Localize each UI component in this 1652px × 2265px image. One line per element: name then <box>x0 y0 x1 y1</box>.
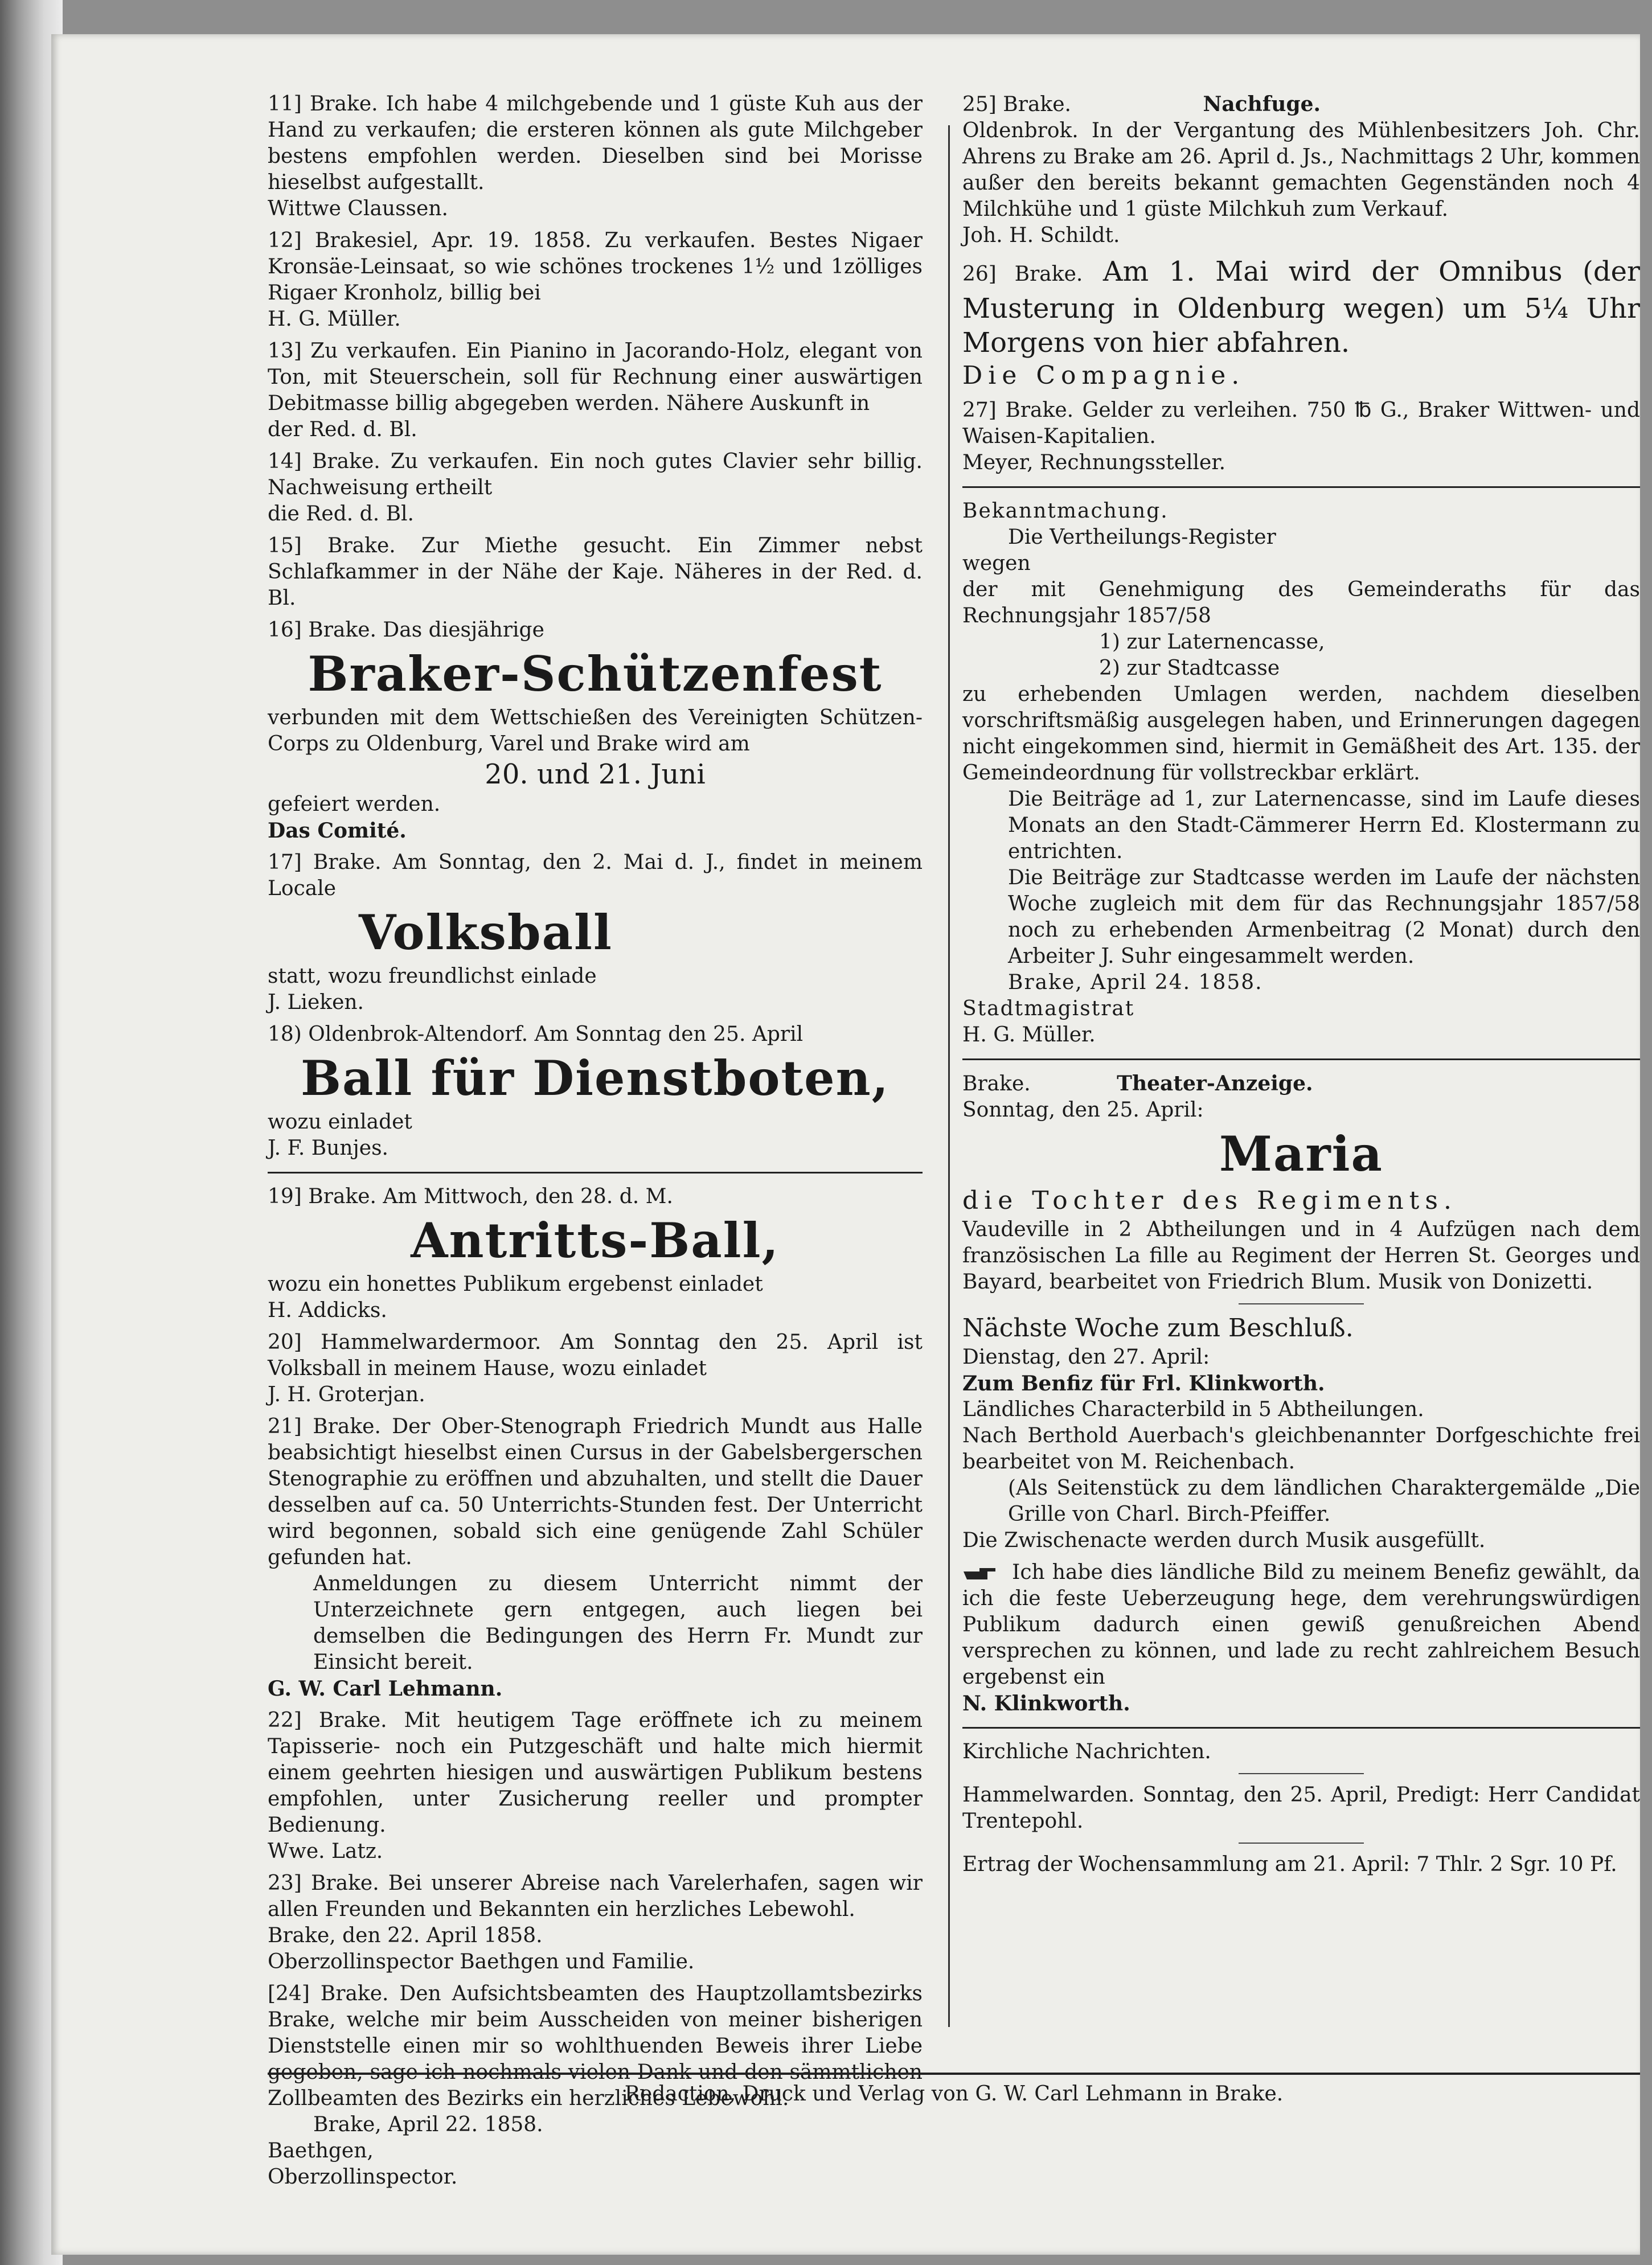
ad-14 <box>268 449 923 527</box>
ad-signature: Baethgen, <box>268 2139 374 2163</box>
ad-date: Brake, den 22. April 1858. <box>268 1924 543 1947</box>
column-divider <box>948 125 950 2027</box>
ad-text: wozu ein honettes Publikum ergebenst einladet <box>268 1273 763 1296</box>
footer-rule <box>268 2073 1640 2075</box>
section-rule <box>962 1058 1640 1060</box>
section-rule <box>268 1172 923 1173</box>
theater-headline: Maria <box>1219 1126 1383 1182</box>
newspaper-page <box>51 34 1640 2255</box>
ad-text: 27] Brake. Gelder zu verleihen. 750 ℔ G., Braker Wittwen- und Waisen-Kapitalien. <box>962 399 1640 448</box>
ad-intro: 25] Brake. <box>962 93 1071 116</box>
notice-signature-1: Stadtmagistrat <box>962 997 1135 1020</box>
ad-signature: Die Compagnie. <box>962 361 1245 390</box>
ad-15 <box>268 533 923 612</box>
ad-intro: 16] Brake. Das diesjährige <box>268 618 544 642</box>
ad-19 <box>268 1184 923 1324</box>
church-title: Kirchliche Nachrichten. <box>962 1740 1211 1763</box>
ad-text: 20] Hammelwardermoor. Am Sonntag den 25. April ist Volksball in meinem Hause, wozu einladet <box>268 1331 923 1380</box>
ad-intro: 19] Brake. Am Mittwoch, den 28. d. M. <box>268 1185 673 1208</box>
notice-text: zu erhebenden Umlagen werden, nachdem dieselben vorschriftsmäßig ausgelegen haben, und Erinnerungen dagegen nicht eingekommen sind, hiermit in Gemäßheit des Art. 135. der Gemeindeordnung für vollstreckbar erklärt. <box>962 683 1640 785</box>
notice-date: Brake, April 24. 1858. <box>1008 971 1263 994</box>
theater-text: Vaudeville in 2 Abtheilungen und in 4 Aufzügen nach dem französischen La fille au Regiment der Herren St. Georges und Bayard, bearbeitet von Friedrich Blum. Musik von Donizetti. <box>962 1218 1640 1294</box>
ad-22 <box>268 1708 923 1865</box>
ad-date: Brake, April 22. 1858. <box>313 2113 543 2136</box>
ad-signature: J. Lieken. <box>268 991 364 1014</box>
ad-headline: Antritts-Ball, <box>411 1212 780 1269</box>
ad-signature: H. G. Müller. <box>268 307 401 331</box>
ad-text: verbunden mit dem Wettschießen des Vereinigten Schützen-Corps zu Oldenburg, Varel und Brake wird am <box>268 706 923 756</box>
theater-date-2: Dienstag, den 27. April: <box>962 1345 1210 1369</box>
church-collection: Ertrag der Wochensammlung am 21. April: 7 Thlr. 2 Sgr. 10 Pf. <box>962 1853 1617 1876</box>
ad-intro: 17] Brake. Am Sonntag, den 2. Mai d. J., findet in meinem Locale <box>268 851 923 900</box>
ad-signature: Das Comité. <box>268 819 407 843</box>
ad-text: wozu einladet <box>268 1110 412 1134</box>
ad-signature: J. F. Bunjes. <box>268 1136 388 1160</box>
ad-26 <box>962 255 1640 392</box>
notice-signature-2: H. G. Müller. <box>962 1023 1096 1047</box>
theater-signature: N. Klinkworth. <box>962 1692 1130 1716</box>
ad-18 <box>268 1021 923 1162</box>
ad-intro: 26] Brake. <box>962 262 1083 286</box>
ad-23 <box>268 1870 923 1975</box>
section-rule <box>962 486 1640 488</box>
notice-title: Bekanntmachung. <box>962 499 1169 523</box>
notice-item-1: 1) zur Laternencasse, <box>1099 630 1325 654</box>
church-news <box>962 1739 1640 1878</box>
right-column <box>962 91 1640 1884</box>
ad-signature: H. Addicks. <box>268 1299 387 1322</box>
theater-play: Ländliches Characterbild in 5 Abtheilungen. <box>962 1398 1424 1421</box>
ad-signature: die Red. d. Bl. <box>268 502 414 526</box>
theater-intro: Brake. <box>962 1072 1031 1095</box>
ad-headline: Volksball <box>359 904 613 961</box>
notice <box>962 498 1640 1048</box>
theater-subtitle: die Tochter des Regiments. <box>962 1186 1457 1215</box>
church-text: Hammelwarden. Sonntag, den 25. April, Predigt: Herr Candidat Trentepohl. <box>962 1783 1640 1833</box>
ad-headline: Ball für Dienstboten, <box>301 1050 889 1106</box>
ad-text: 21] Brake. Der Ober-Stenograph Friedrich Mundt aus Halle beabsichtigt hieselbst einen Cursus in der Gabelsbergerschen Stenographie zu eröffnen und abzuhalten, und stellt die Dauer desselben auf ca. 50 Unterrichts-Stunden fest. Der Unterricht wird begonnen, sobald sich eine genügende Zahl Schüler gefunden hat. <box>268 1415 923 1569</box>
ad-signature: J. H. Groterjan. <box>268 1383 425 1406</box>
ad-text: 23] Brake. Bei unserer Abreise nach Varelerhafen, sagen wir allen Freunden und Bekannten ein herzliches Lebewohl. <box>268 1872 923 1921</box>
theater-date: Sonntag, den 25. April: <box>962 1098 1204 1122</box>
ad-text: 13] Zu verkaufen. Ein Pianino in Jacorando-Holz, elegant von Ton, mit Steuerschein, soll für Rechnung einer auswärtigen Debitmasse billig abgegeben werden. Nähere Auskunft in <box>268 339 923 415</box>
theater-appeal: Ich habe dies ländliche Bild zu meinem Benefiz gewählt, da ich die feste Ueberzeugung hege, dem verehrungswürdigen Publikum dadurch einen gewiß genußreichen Abend versprechen zu können, und lade zu recht zahlreichem Besuch ergebenst ein <box>962 1561 1641 1689</box>
notice-line-3: der mit Genehmigung des Gemeinderaths für das Rechnungsjahr 1857/58 <box>962 578 1640 627</box>
ad-27 <box>962 397 1640 476</box>
left-column <box>268 91 923 2196</box>
ad-21 <box>268 1414 923 1702</box>
ad-16 <box>268 617 923 844</box>
ad-text: statt, wozu freundlichst einlade <box>268 965 597 988</box>
ad-signature-title: Oberzollinspector. <box>268 2165 458 2189</box>
notice-text-3: Die Beiträge zur Stadtcasse werden im Laufe der nächsten Woche zugleich mit dem für das Rechnungsjahr 1857/58 noch zu erhebenden Armenbeitrag (2 Monat) durch den Arbeiter J. Suhr eingesammelt werden. <box>1008 866 1640 968</box>
notice-text-2: Die Beiträge ad 1, zur Laternencasse, sind im Laufe dieses Monats an den Stadt-Cämmerer Herrn Ed. Klostermann zu entrichten. <box>1008 787 1640 863</box>
imprint-footer: Redaction, Druck und Verlag von G. W. Carl Lehmann in Brake. <box>624 2082 1284 2106</box>
ad-signature: Meyer, Rechnungssteller. <box>962 451 1226 474</box>
theater-notice <box>962 1070 1640 1717</box>
ad-dates: 20. und 21. Juni <box>485 758 706 790</box>
ad-text: 15] Brake. Zur Miethe gesucht. Ein Zimmer nebst Schlafkammer in der Nähe der Kaje. Näheres in der Red. d. Bl. <box>268 534 923 610</box>
short-rule <box>1239 1843 1364 1844</box>
ad-signature: G. W. Carl Lehmann. <box>268 1677 503 1701</box>
theater-counterpart: (Als Seitenstück zu dem ländlichen Charaktergemälde „Die Grille von Charl. Birch-Pfeiffer. <box>1008 1476 1640 1526</box>
ad-13 <box>268 338 923 443</box>
ad-17 <box>268 850 923 1016</box>
ad-headline: Braker-Schützenfest <box>308 646 883 702</box>
ad-text: 22] Brake. Mit heutigem Tage eröffnete ich zu meinem Tapisserie- noch ein Putzgeschäft und halte mich hiermit einem geehrten hiesigen und auswärtigen Publikum bestens empfohlen, unter Zusicherung reeller und prompter Bedienung. <box>268 1709 923 1837</box>
ad-text: 11] Brake. Ich habe 4 milchgebende und 1 güste Kuh aus der Hand zu verkaufen; die ersteren können als gute Milchgeber bestens empfohlen werden. Dieselben sind bei Morisse hieselbst aufgestallt. <box>268 92 923 194</box>
notice-line-2: wegen <box>962 552 1031 575</box>
ad-signature: der Red. d. Bl. <box>268 418 417 441</box>
ad-signature: Oberzollinspector Baethgen und Familie. <box>268 1950 695 1973</box>
ad-signature: Joh. H. Schildt. <box>962 224 1120 247</box>
theater-after: Nach Berthold Auerbach's gleichbenannter Dorfgeschichte frei bearbeitet von M. Reichenbach. <box>962 1424 1640 1474</box>
ad-text: Oldenbrok. In der Vergantung des Mühlenbesitzers Joh. Chr. Ahrens zu Brake am 26. April d. Js., Nachmittags 2 Uhr, kommen außer den bereits bekannt gemachten Gegenständen noch 4 Milchkühe und 1 güste Milchkuh zum Verkauf. <box>962 119 1640 221</box>
ad-title: Nachfuge. <box>1203 92 1321 116</box>
ad-11 <box>268 91 923 222</box>
theater-next-week: Nächste Woche zum Beschluß. <box>962 1314 1354 1343</box>
ad-text-2: Anmeldungen zu diesem Unterricht nimmt der Unterzeichnete gern entgegen, auch liegen bei demselben die Bedingungen des Herrn Fr. Mundt zur Einsicht bereit. <box>313 1572 923 1674</box>
ad-text: [24] Brake. Den Aufsichtsbeamten des Hauptzollamtsbezirks Brake, welche mir beim Ausscheiden von meiner bisherigen Dienststelle einen mir so wohlthuenden Beweis ihrer Liebe gegeben, sage ich nochmals vielen Dank und den sämmtlichen Zollbeamten des Bezirks ein herzliches Lebewohl. <box>268 1982 923 2110</box>
theater-music: Die Zwischenacte werden durch Musik ausgefüllt. <box>962 1529 1486 1552</box>
ad-after: gefeiert werden. <box>268 793 441 816</box>
ad-25 <box>962 91 1640 249</box>
ad-text: Am 1. Mai wird der Omnibus (der Musterung in Oldenburg wegen) um 5¼ Uhr Morgens von hier abfahren. <box>962 256 1640 359</box>
notice-item-2: 2) zur Stadtcasse <box>1099 656 1280 680</box>
notice-line-1: Die Vertheilungs-Register <box>1008 526 1276 549</box>
ad-signature: Wittwe Claussen. <box>268 197 448 220</box>
ad-20 <box>268 1330 923 1408</box>
pointing-hand-icon <box>962 1564 997 1584</box>
theater-benefit: Zum Benfiz für Frl. Klinkworth. <box>962 1372 1325 1396</box>
short-rule <box>1239 1773 1364 1774</box>
short-rule <box>1239 1303 1364 1304</box>
section-rule <box>962 1727 1640 1729</box>
ad-text: 12] Brakesiel, Apr. 19. 1858. Zu verkaufen. Bestes Nigaer Kronsäe-Leinsaat, so wie schönes trockenes 1½ und 1zölliges Rigaer Kronholz, billig bei <box>268 229 923 305</box>
ad-12 <box>268 228 923 333</box>
ad-text: 14] Brake. Zu verkaufen. Ein noch gutes Clavier sehr billig. Nachweisung ertheilt <box>268 450 923 499</box>
ad-signature: Wwe. Latz. <box>268 1840 383 1863</box>
ad-intro: 18) Oldenbrok-Altendorf. Am Sonntag den 25. April <box>268 1023 804 1046</box>
theater-title: Theater-Anzeige. <box>1117 1072 1313 1095</box>
